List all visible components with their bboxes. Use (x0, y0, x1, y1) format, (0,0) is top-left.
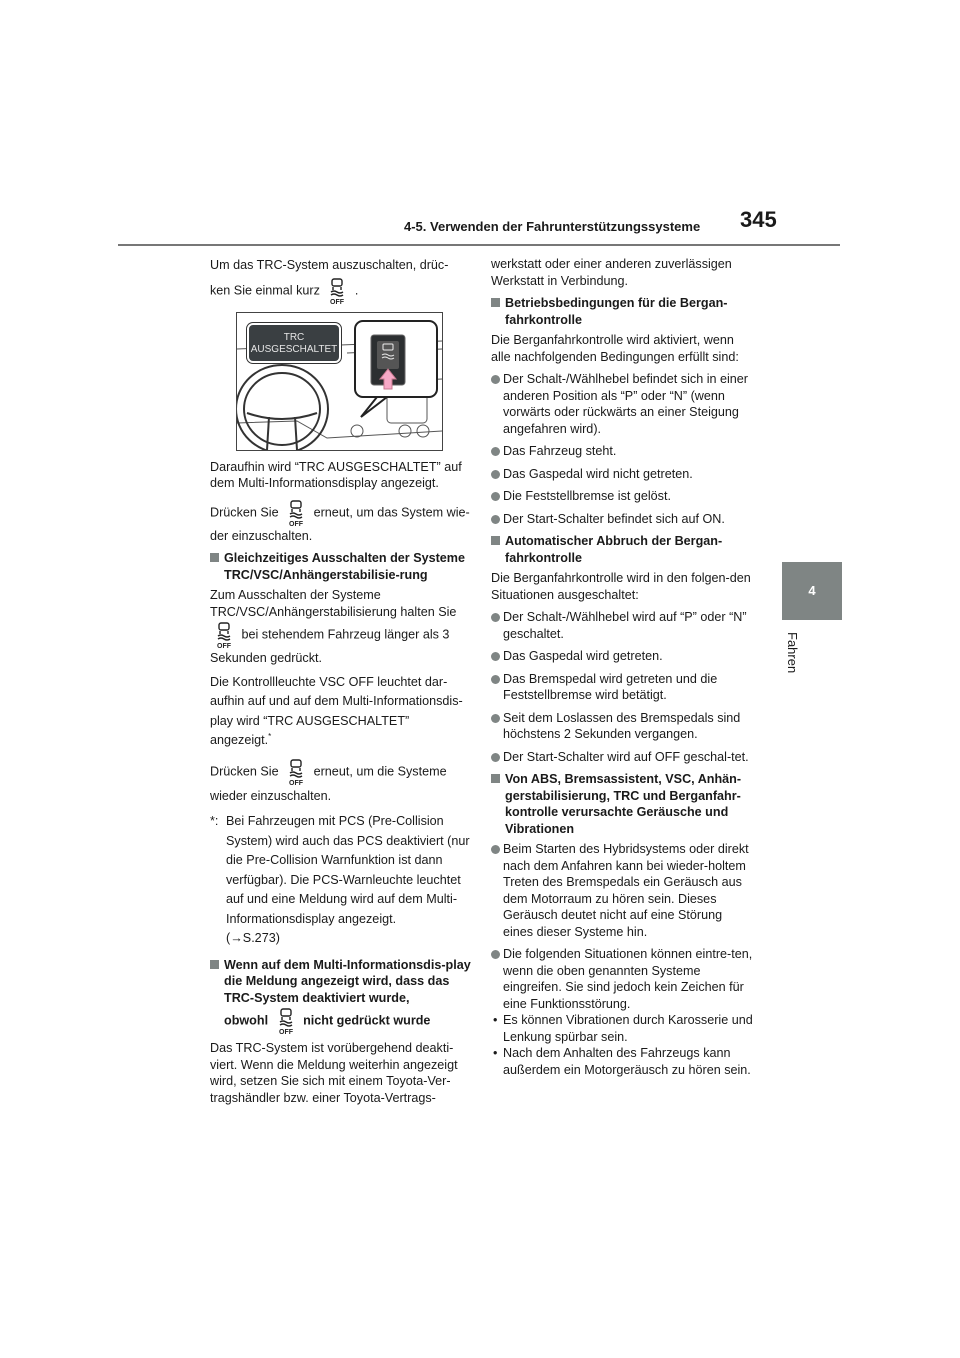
paragraph (210, 757, 472, 807)
list-item (491, 466, 753, 483)
list-item-text: Das Gaspedal wird nicht getreten. (503, 466, 693, 481)
reactivate-paragraph (210, 498, 472, 545)
circle-bullet-icon (491, 470, 500, 479)
heading-text: Von ABS, Bremsassistent, VSC, Anhän-gerstabilisierung, TRC und Berganfahr-kontrolle verursachte Geräusche und Vibrationen (505, 772, 742, 836)
heading-text: Betriebsbedingungen für die Bergan-fahrkontrolle (505, 296, 728, 327)
paragraph (210, 673, 472, 751)
list-item (491, 488, 753, 505)
circle-bullet-icon (491, 447, 500, 456)
intro-paragraph (210, 256, 472, 306)
reactivate-text-b: erneut, um das System wie-der einzuschalten. (210, 504, 470, 543)
section-heading (210, 957, 472, 1037)
list-item-text: Die Feststellbremse ist gelöst. (503, 489, 671, 503)
list-item-text: Das Fahrzeug steht. (503, 444, 617, 458)
heading-text: nicht gedrückt wurde (303, 1013, 431, 1028)
list-item (491, 671, 753, 704)
square-bullet-icon (491, 536, 500, 545)
vehicle-skid-off-icon (285, 757, 307, 787)
paragraph-text: erneut, um die Systeme wieder einzuschalten. (210, 763, 447, 803)
sub-list-item (491, 1012, 753, 1045)
circle-bullet-icon (491, 845, 500, 854)
list-item-text: Beim Starten des Hybridsystems oder direkt nach dem Anfahren kann bei wieder-holtem Treten des Bremspedals ein Geräusch aus dem Motorraum zu hören sein. Dieses Geräusch deutet nicht auf eine Störung eines dieser Systeme hin. (503, 842, 749, 939)
off-text: OFF (289, 520, 304, 528)
paragraph: Die Berganfahrkontrolle wird aktiviert, wenn alle nachfolgenden Bedingungen erfüllt sind: (491, 333, 739, 364)
list-item (491, 710, 753, 743)
circle-bullet-icon (491, 675, 500, 684)
vehicle-skid-off-icon (275, 1006, 297, 1036)
list-item-text: Der Schalt-/Wählhebel wird auf “P” oder “N” geschaltet. (503, 610, 747, 641)
list-item (491, 511, 753, 528)
vehicle-skid-off-icon (326, 276, 348, 306)
paragraph-text: Drücken Sie (210, 763, 279, 778)
square-bullet-icon (210, 553, 219, 562)
paragraph-text: Die Kontrollleuchte VSC OFF leuchtet dar-aufhin auf und auf dem Multi-Informationsdis-play wird “TRC AUSGESCHALTET” angezeigt. (210, 674, 463, 747)
display-paragraph: Daraufhin wird “TRC AUSGESCHALTET” auf dem Multi-Informationsdisplay angezeigt. (210, 459, 462, 490)
dash-bullet: • (493, 1046, 498, 1060)
list-item-text: Der Start-Schalter befindet sich auf ON. (503, 511, 725, 526)
page-reference-link[interactable]: (→S.273) (226, 931, 280, 945)
section-title: 4-5. Verwenden der Fahrunterstützungssysteme (404, 219, 701, 234)
dash-bullet: • (493, 1013, 498, 1027)
sub-list-item-text: Nach dem Anhalten des Fahrzeugs kann außerdem ein Motorgeräusch zu hören sein. (503, 1046, 751, 1077)
intro-end: . (354, 282, 359, 297)
page-number: 345 (740, 207, 777, 232)
intro-line-1: Um das TRC-System auszuschalten, drüc- (210, 258, 449, 272)
paragraph: Die Berganfahrkontrolle wird in den folgen-den Situationen ausgeschaltet: (491, 571, 751, 602)
chapter-name (784, 632, 804, 692)
list-item (491, 648, 753, 665)
chapter-tab: 4 (782, 562, 842, 620)
display-line-2: AUSGESCHALTET (250, 343, 338, 355)
paragraph-text: Zum Ausschalten der Systeme TRC/VSC/Anhängerstabilisierung halten Sie (210, 588, 457, 619)
left-column (210, 256, 472, 1112)
trc-display-message (247, 323, 341, 363)
square-bullet-icon (491, 774, 500, 783)
heading-text: Gleichzeitiges Ausschalten der Systeme TRC/VSC/Anhängerstabilisie-rung (224, 551, 466, 582)
intro-line-2: ken Sie einmal kurz (210, 282, 320, 297)
vehicle-skid-off-icon (213, 620, 235, 650)
dashboard-illustration (236, 312, 443, 451)
circle-bullet-icon (491, 652, 500, 661)
circle-bullet-icon (491, 515, 500, 524)
sub-list-item-text: Es können Vibrationen durch Karosserie und Lenkung spürbar sein. (503, 1013, 753, 1044)
list-item (491, 371, 753, 437)
circle-bullet-icon (491, 950, 500, 959)
list-item (491, 946, 753, 1012)
heading-text: Automatischer Abbruch der Bergan-fahrkontrolle (505, 534, 723, 565)
circle-bullet-icon (491, 613, 500, 622)
footnote (210, 812, 472, 949)
header-divider (118, 244, 840, 246)
chapter-name-label: Fahren (785, 632, 800, 674)
section-heading (210, 550, 472, 583)
paragraph: Das TRC-System ist vorübergehend deakti-viert. Wenn die Meldung weiterhin angezeigt wird, setzen Sie sich mit einem Toyota-Ver-tragshändler bzw. einer Toyota-Vertrags- (210, 1041, 458, 1105)
sub-list-item (491, 1045, 753, 1078)
footnote-reference: * (268, 731, 272, 741)
list-item-text: Der Schalt-/Wählhebel befindet sich in einer anderen Position als “P” oder “N” (wenn vorwärts oder rückwärts an einer Steigung angefahren wird). (503, 372, 749, 436)
list-item (491, 609, 753, 642)
circle-bullet-icon (491, 714, 500, 723)
section-heading (491, 295, 753, 328)
off-text: OFF (278, 1029, 293, 1036)
circle-bullet-icon (491, 753, 500, 762)
list-item (491, 443, 753, 460)
display-line-1: TRC (283, 331, 305, 343)
paragraph (210, 587, 472, 667)
list-item-text: Der Start-Schalter wird auf OFF geschal-tet. (503, 749, 749, 764)
footnote-text: Bei Fahrzeugen mit PCS (Pre-Collision System) wird auch das PCS deaktiviert (nur die Pre-Collision Warnfunktion ist dann verfügbar). Die PCS-Warnleuchte leuchtet auf und eine Meldung wird auf dem Multi-Informationsdisplay angezeigt. (226, 814, 470, 926)
section-heading (491, 771, 753, 837)
square-bullet-icon (491, 298, 500, 307)
circle-bullet-icon (491, 492, 500, 501)
continued-paragraph: werkstatt oder einer anderen zuverlässigen Werkstatt in Verbindung. (491, 257, 732, 288)
list-item-text: Seit dem Loslassen des Bremspedals sind höchstens 2 Sekunden vergangen. (503, 710, 741, 741)
section-heading (491, 533, 753, 566)
vehicle-skid-off-icon (285, 498, 307, 528)
square-bullet-icon (210, 960, 219, 969)
off-text: OFF (330, 298, 345, 306)
off-text: OFF (289, 779, 304, 787)
heading-text: obwohl (224, 1013, 269, 1028)
list-item-text: Das Gaspedal wird getreten. (503, 649, 663, 663)
list-item-text: Das Bremspedal wird getreten und die Feststellbremse wird betätigt. (503, 671, 718, 702)
list-item (491, 749, 753, 766)
off-text: OFF (217, 643, 231, 650)
right-column (491, 256, 753, 1078)
paragraph-text: bei stehendem Fahrzeug länger als 3 Sekunden gedrückt. (210, 627, 450, 665)
reactivate-text-a: Drücken Sie (210, 504, 279, 519)
list-item-text: Die folgenden Situationen können eintre-ten, wenn die oben genannten Systeme eingreifen. Sie sind jedoch kein Zeichen für eine Funktionsstörung. (503, 947, 753, 1011)
list-item (491, 841, 753, 940)
heading-text: Wenn auf dem Multi-Informationsdis-play die Meldung angezeigt wird, dass das TRC-System deaktiviert wurde, (224, 957, 471, 1005)
circle-bullet-icon (491, 375, 500, 384)
footnote-mark: *: (210, 814, 219, 828)
